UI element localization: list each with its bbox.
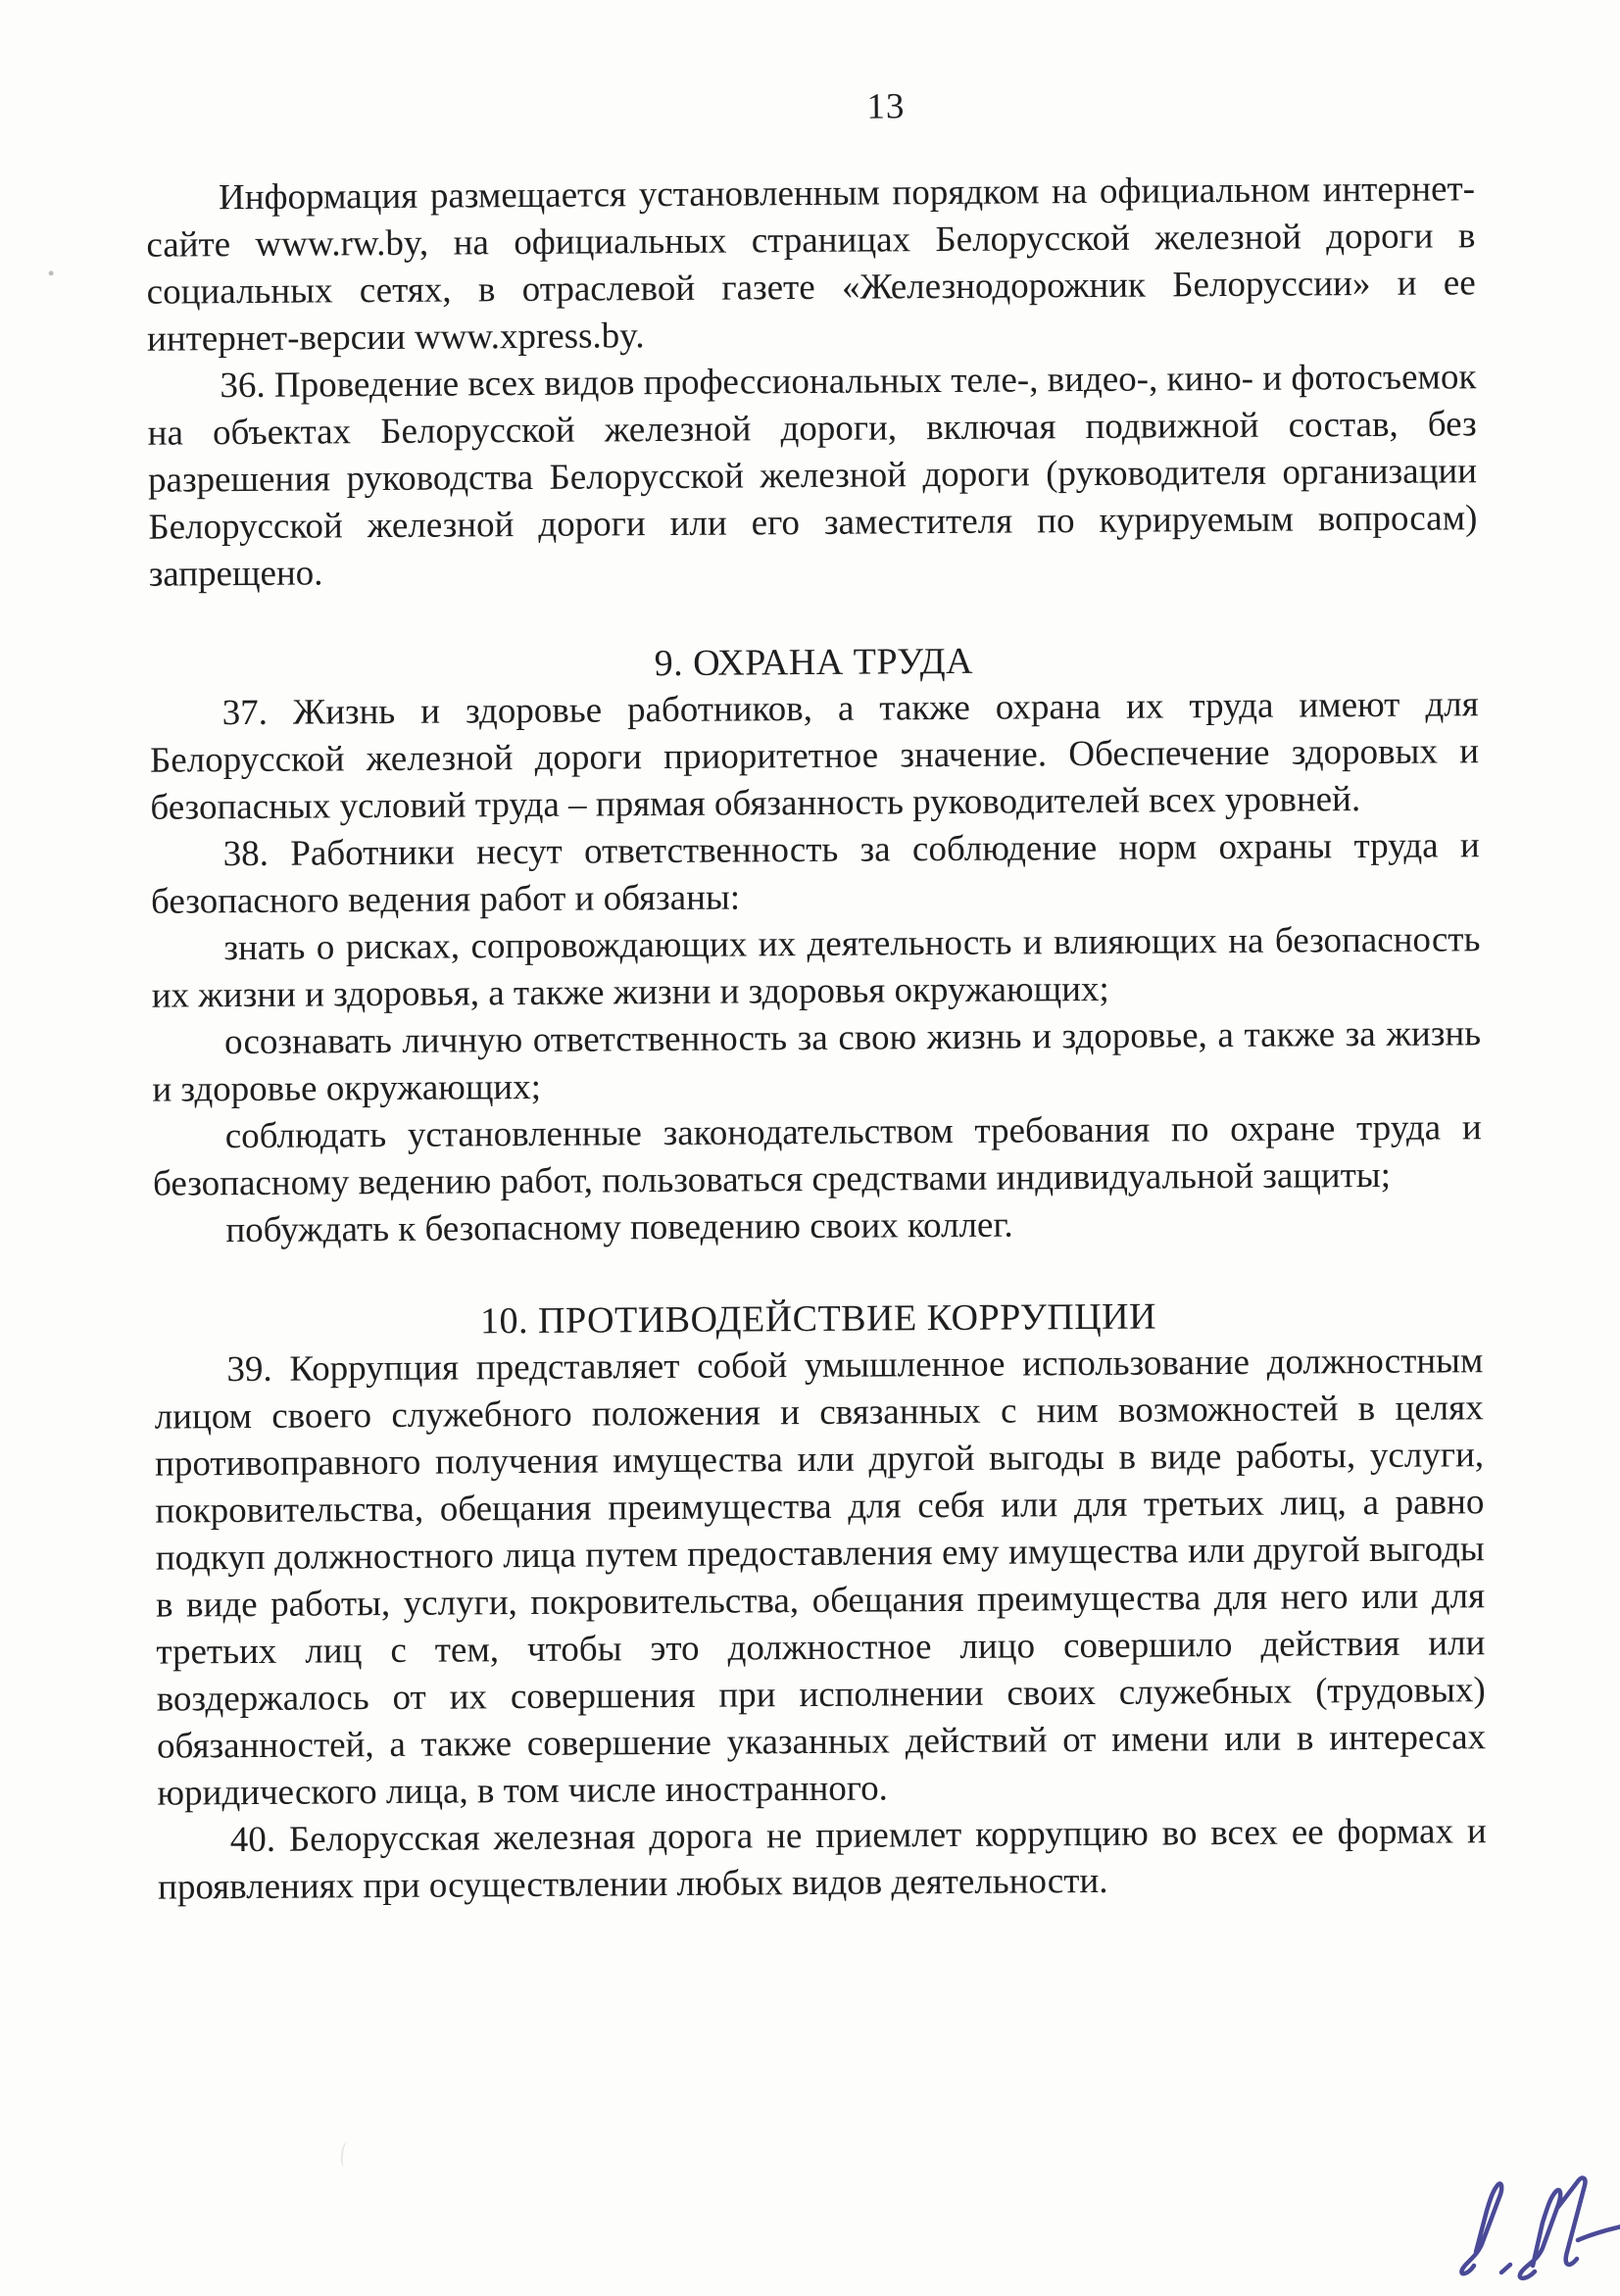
paragraph-38-item-know-risks: знать о рисках, сопровождающих их деятельность и влияющих на безопасность их жизни и здоровья, а также жизни и здоровья окружающих;	[151, 919, 1481, 1016]
paragraph-38-item-encourage-colleagues: побуждать к безопасному поведению своих коллег.	[225, 1204, 1013, 1251]
paragraph-38: 38. Работники несут ответственность за соблюдение норм охраны труда и безопасного ведения работ и обязаны:	[150, 825, 1480, 922]
section-heading-anti-corruption: 10. ПРОТИВОДЕЙСТВИЕ КОРРУПЦИИ	[479, 1295, 1157, 1343]
paragraph-38-item-comply-requirements: соблюдать установленные законодательством требования по охране труда и безопасному ведению работ, пользоваться средствами индивидуальной защиты;	[152, 1107, 1482, 1204]
scan-speck-dot	[49, 270, 54, 275]
page-number: 13	[866, 86, 906, 127]
signature-strokes	[1461, 2178, 1620, 2278]
scan-speck-mark	[339, 2141, 352, 2168]
signature-ink	[1452, 2175, 1620, 2285]
paragraph-36: 36. Проведение всех видов профессиональных теле-, видео-, кино- и фотосъемок на объектах Белорусской железной дороги, включая подвижной состав, без разрешения руководства Белорусской железной дороги (руководителя организации Белорусской железной дороги или его заместителя по курируемым вопросам) запрещено.	[147, 357, 1478, 595]
paragraph-37: 37. Жизнь и здоровье работников, а также охрана их труда имеют для Белорусской железной дороги приоритетное значение. Обеспечение здоровых и безопасных условий труда – прямая обязанность руководителей всех уровней.	[149, 684, 1480, 828]
paragraph-39: 39. Коррупция представляет собой умышленное использование должностным лицом своего служебного положения и связанных с ним возможностей в целях противоправного получения имущества или другой выгоды в виде работы, услуги, покровительства, обещания преимущества для себя или для третьих лиц, а равно подкуп должностного лица путем предоставления ему имущества или другой выгоды в виде работы, услуги, покровительства, обещания преимущества для него или для третьих лиц с тем, чтобы это должностное лицо совершило действия или воздержалось от их совершения при исполнении своих служебных (трудовых) обязанностей, а также совершение указанных действий от имени или в интересах юридического лица, в том числе иностранного.	[154, 1341, 1487, 1814]
section-heading-occupational-safety: 9. ОХРАНА ТРУДА	[654, 640, 974, 685]
document-body	[146, 166, 1487, 1911]
paragraph-40: 40. Белорусская железная дорога не приемлет коррупцию во всех ее формах и проявлениях при осуществлении любых видов деятельности.	[157, 1811, 1487, 1908]
paragraph-38-item-personal-responsibility: осознавать личную ответственность за свою жизнь и здоровье, а также за жизнь и здоровье окружающих;	[152, 1013, 1482, 1110]
paragraph-info: Информация размещается установленным порядком на официальном интернет-сайте www.rw.by, на официальных страницах Белорусской железной дороги в социальных сетях, в отраслевой газете «Железнодорожник Белоруссии» и ее интернет-версии www.xpress.by.	[146, 169, 1476, 360]
